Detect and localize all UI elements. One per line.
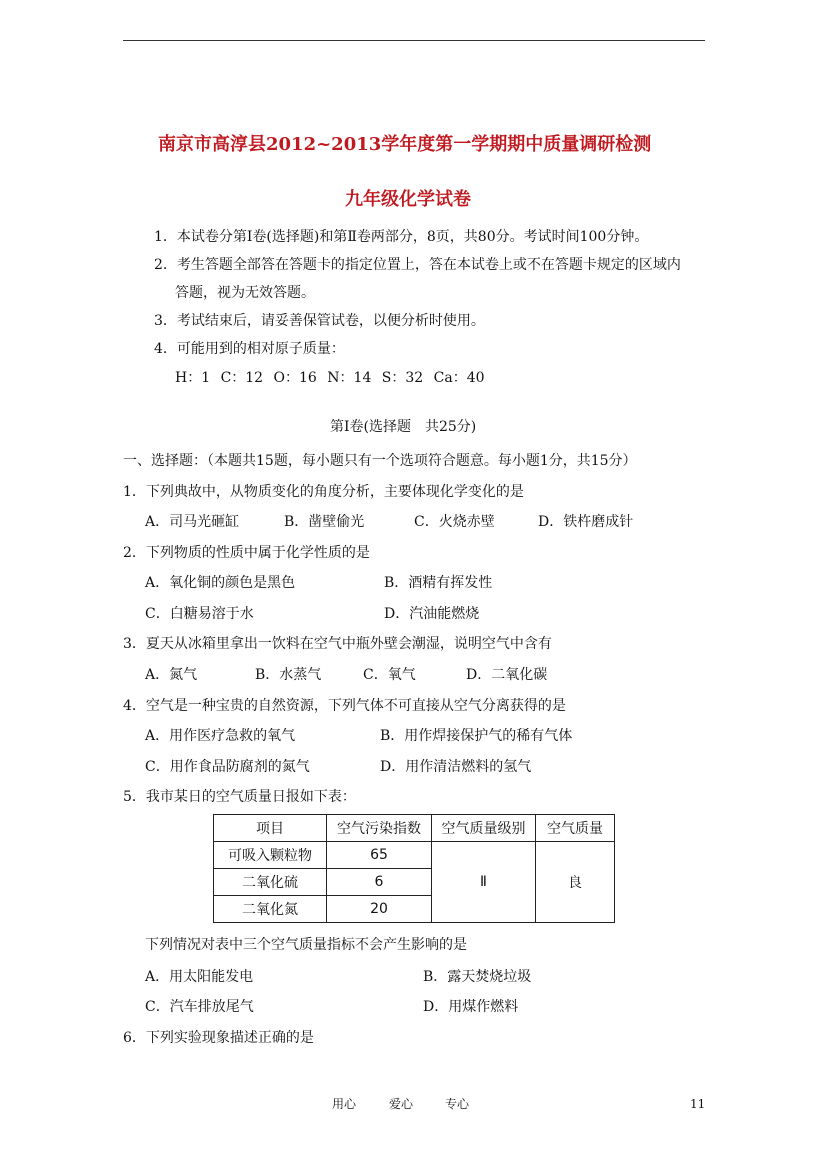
exam-title: 南京市高淳县2012~2013学年度第一学期期中质量调研检测 — [158, 134, 652, 155]
question-5-option-c: C．汽车排放尾气 — [145, 999, 254, 1015]
question-1-option-b: B．凿壁偷光 — [284, 514, 365, 530]
question-3-option-a: A．氮气 — [145, 667, 198, 683]
question-4-option-a: A．用作医疗急救的氧气 — [145, 728, 296, 744]
question-1-option-d: D．铁杵磨成针 — [538, 514, 634, 530]
table-cell-index: 65 — [327, 842, 432, 869]
table-header-row — [214, 815, 615, 842]
question-1-option-a: A．司马光砸缸 — [145, 514, 240, 530]
page-number: 11 — [690, 1097, 706, 1111]
part-one-intro: 一、选择题：（本题共15题，每小题只有一个选项符合题意。每小题1分，共15分） — [123, 453, 637, 469]
table-header-cell: 项目 — [214, 815, 327, 842]
question-4-stem: 4．空气是一种宝贵的自然资源，下列气体不可直接从空气分离获得的是 — [123, 698, 566, 714]
table-cell-item: 二氧化硫 — [214, 869, 327, 896]
footer-motto-2: 爱心 — [389, 1097, 414, 1111]
question-2-option-a: A．氧化铜的颜色是黑色 — [145, 575, 296, 591]
question-2-option-b: B．酒精有挥发性 — [384, 575, 493, 591]
table-header-cell: 空气污染指数 — [327, 815, 432, 842]
question-4-option-d: D．用作清洁燃料的氢气 — [380, 759, 532, 775]
table-row — [214, 842, 615, 869]
question-4-option-b: B．用作焊接保护气的稀有气体 — [380, 728, 573, 744]
table-header-cell: 空气质量 — [536, 815, 615, 842]
question-3-option-c: C．氧气 — [363, 667, 416, 683]
table-cell-index: 6 — [327, 869, 432, 896]
table-cell-item: 二氧化氮 — [214, 896, 327, 923]
question-3-option-b: B．水蒸气 — [255, 667, 322, 683]
table-cell-index: 20 — [327, 896, 432, 923]
question-3-stem: 3．夏天从冰箱里拿出一饮料在空气中瓶外壁会潮湿，说明空气中含有 — [123, 636, 552, 652]
table-header-cell: 空气质量级别 — [432, 815, 536, 842]
exam-subtitle: 九年级化学试卷 — [345, 189, 471, 210]
question-2-stem: 2．下列物质的性质中属于化学性质的是 — [123, 545, 370, 561]
question-1-option-c: C．火烧赤壁 — [414, 514, 495, 530]
question-6-stem: 6．下列实验现象描述正确的是 — [123, 1030, 314, 1046]
question-2-option-d: D．汽油能燃烧 — [384, 606, 480, 622]
footer-motto-3: 专心 — [445, 1097, 470, 1111]
instruction-4: 4．可能用到的相对原子质量： — [154, 341, 345, 357]
question-1-stem: 1．下列典故中，从物质变化的角度分析，主要体现化学变化的是 — [123, 484, 524, 500]
instruction-2: 2．考生答题全部答在答题卡的指定位置上，答在本试卷上或不在答题卡规定的区域内 — [154, 257, 681, 273]
instruction-2-cont: 答题，视为无效答题。 — [175, 285, 315, 301]
question-5-followup: 下列情况对表中三个空气质量指标不会产生影响的是 — [145, 937, 467, 953]
question-3-option-d: D．二氧化碳 — [466, 667, 548, 683]
question-2-option-c: C．白糖易溶于水 — [145, 606, 254, 622]
question-5-stem: 5．我市某日的空气质量日报如下表： — [123, 789, 356, 805]
table-cell-level: Ⅱ — [432, 842, 536, 923]
instruction-1: 1．本试卷分第Ⅰ卷(选择题)和第Ⅱ卷两部分，8页，共80分。考试时间100分钟。 — [154, 229, 649, 245]
header-rule — [123, 40, 705, 41]
atomic-masses: H：1 C：12 O：16 N：14 S：32 Ca：40 — [175, 370, 485, 386]
question-5-option-b: B．露天焚烧垃圾 — [423, 969, 532, 985]
question-5-option-a: A．用太阳能发电 — [145, 969, 254, 985]
table-cell-item: 可吸入颗粒物 — [214, 842, 327, 869]
air-quality-table — [213, 814, 615, 923]
footer-motto-1: 用心 — [332, 1097, 357, 1111]
question-5-option-d: D．用煤作燃料 — [423, 999, 519, 1015]
question-4-option-c: C．用作食品防腐剂的氮气 — [145, 759, 310, 775]
instruction-3: 3．考试结束后，请妥善保管试卷，以便分析时使用。 — [154, 313, 485, 329]
section-title: 第Ⅰ卷(选择题 共25分) — [330, 419, 477, 435]
table-cell-quality: 良 — [536, 842, 615, 923]
